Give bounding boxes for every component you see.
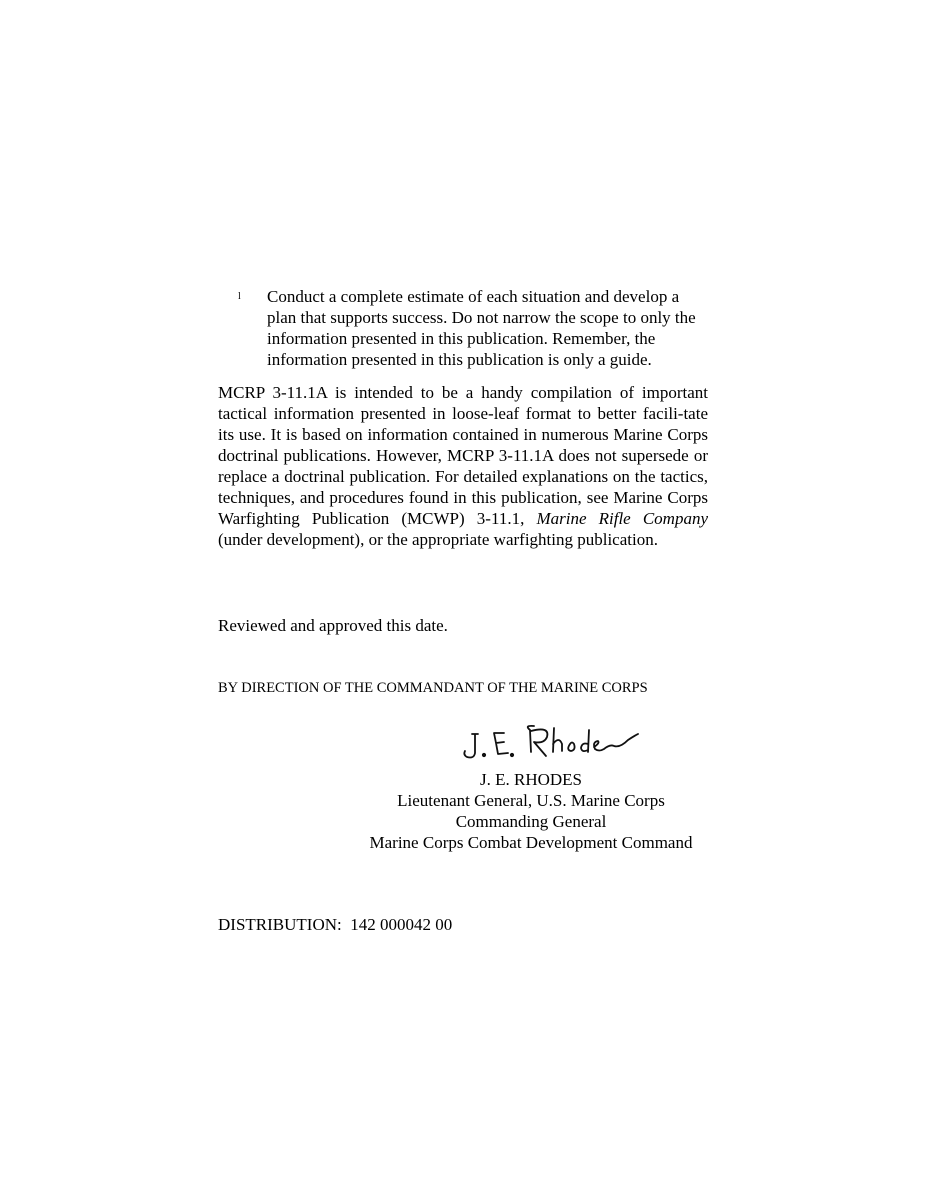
handwritten-signature bbox=[458, 722, 648, 766]
intro-text-start: MCRP 3-11.1A is intended to be a handy compilation of important tactical information presented in loose-leaf format to better facili-tate its use. It is based on information contained in numerous Marine Corps doctrinal publications. However, MCRP 3-11.1A does not supersede or replace a doctrinal publication. For detailed explanations on the tactics, techniques, and procedures found in this publication, see Marine Corps Warfighting Publication (MCWP) 3-11.1, bbox=[218, 383, 708, 528]
direction-line: BY DIRECTION OF THE COMMANDANT OF THE MARINE CORPS bbox=[218, 680, 648, 696]
signatory-name: J. E. RHODES bbox=[479, 770, 582, 789]
distribution-line: DISTRIBUTION: 142 000042 00 bbox=[218, 915, 453, 934]
review-statement: Reviewed and approved this date. bbox=[218, 616, 448, 635]
bullet-item bbox=[218, 286, 710, 370]
intro-text-end: (under development), or the appropriate warfighting publication. bbox=[218, 530, 658, 549]
signatory-rank: Lieutenant General, U.S. Marine Corps bbox=[397, 791, 665, 810]
bullet-text: Conduct a complete estimate of each situation and develop a plan that supports success. Do not narrow the scope to only the information presented in this publication. Remember, the information presented in this publication is only a guide. bbox=[267, 287, 696, 369]
intro-paragraph bbox=[218, 382, 708, 550]
publication-title: Marine Rifle Company bbox=[536, 509, 708, 528]
signatory-position: Commanding General bbox=[455, 812, 607, 831]
signature-block bbox=[340, 769, 722, 853]
bullet-marker: l bbox=[238, 291, 241, 302]
signatory-command: Marine Corps Combat Development Command bbox=[369, 833, 693, 852]
